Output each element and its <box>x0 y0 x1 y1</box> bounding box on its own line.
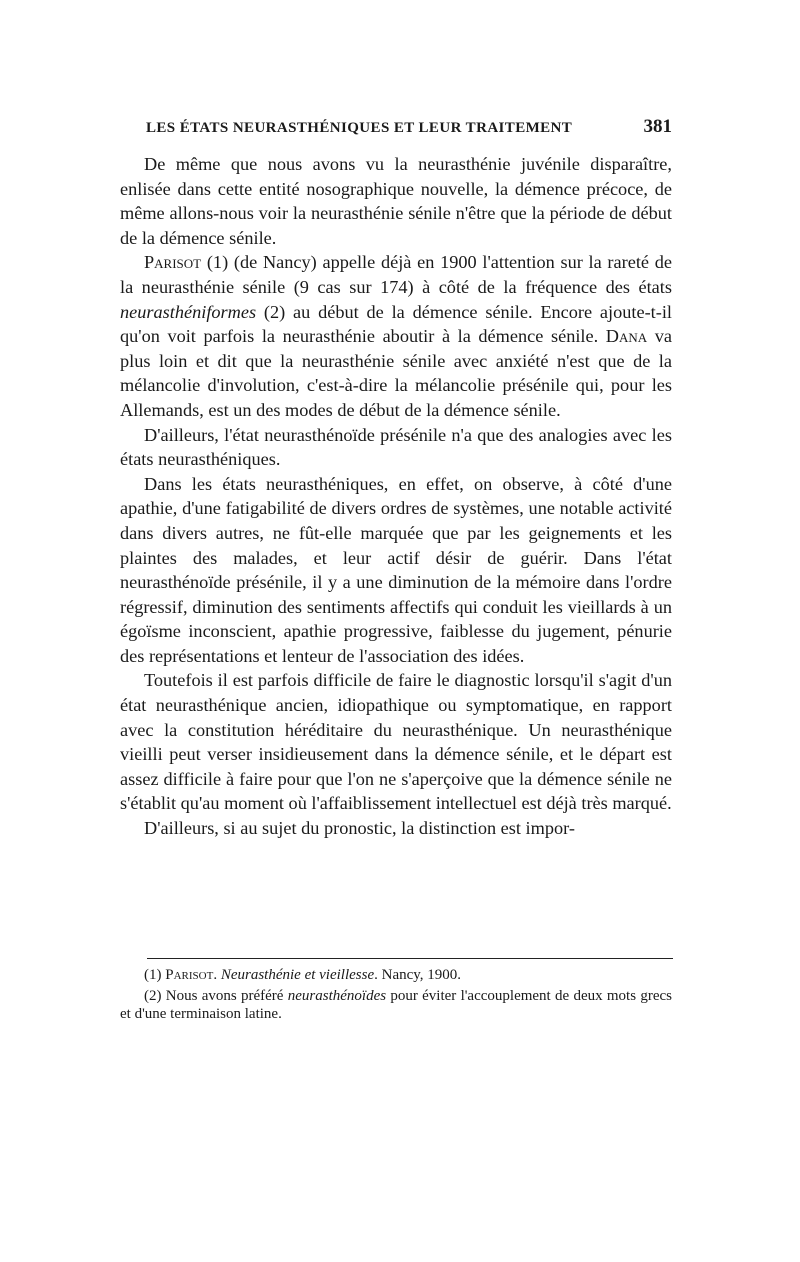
footnote-1-title: Neurasthénie et vieillesse <box>220 967 375 983</box>
footnote-2 <box>120 987 672 1024</box>
footnote-1-author: Parisot <box>165 967 214 983</box>
main-text <box>120 152 672 841</box>
paragraph-6: D'ailleurs, si au sujet du pronostic, la distinction est impor- <box>144 818 575 839</box>
paragraph-5: Toutefois il est parfois difficile de faire le diagnostic lorsqu'il s'agit d'un état neurasthénique ancien, idiopathique ou symptomatique, en rapport avec la constitution héréditaire du neurasthénique. Un neurasthénique vieilli peut verser insidieusement dans la démence sénile, et le départ est assez difficile à faire pour que l'on ne s'aperçoive que la démence sénile ne s'établit qu'au moment où l'affaiblissement intellectuel est déjà très marqué. <box>120 670 672 814</box>
author-dana: Dana <box>605 326 648 347</box>
footnote-2-term: neurasthénoïdes <box>287 987 387 1004</box>
footnote-1-marker: (1) <box>144 967 166 983</box>
footnote-1-sep: . <box>213 967 221 983</box>
footnote-1-rest: . Nancy, 1900. <box>374 967 462 983</box>
paragraph-2 <box>120 250 672 422</box>
paragraph-4: Dans les états neurasthéniques, en effet, on observe, à côté d'une apathie, d'une fatigabilité de divers ordres de systèmes, une notable activité dans divers autres, ne fût-elle marquée que par les geignements et les plaintes des malades, et leur actif désir de guérir. Dans l'état neurasthénoïde présénile, il y a une diminution de la mémoire dans l'ordre régressif, diminution des sentiments affectifs qui conduit les vieillards à un égoïsme inconscient, apathie progressive, faiblesse du jugement, pénurie des représentations et lenteur de l'association des idées. <box>120 473 672 666</box>
author-parisot: Parisot <box>144 252 202 273</box>
paragraph-2-text-a: (1) (de Nancy) appelle déjà en 1900 l'attention sur la rareté de la neurasthénie sénile (9 cas sur 174) à côté de la fréquence des états <box>120 252 672 297</box>
footnote-2-rest: pour éviter l'accouplement de deux mots grecs et d'une terminaison latine. <box>120 987 672 1022</box>
footnote-2-marker: (2) Nous avons préféré <box>144 987 288 1004</box>
paragraph-3: D'ailleurs, l'état neurasthénoïde présénile n'a que des analogies avec les états neurasthéniques. <box>120 424 672 470</box>
footnote-divider <box>147 958 673 959</box>
footnotes <box>120 966 672 1026</box>
paragraph-2-text-c: va plus loin et dit que la neurasthénie sénile avec anxiété n'est que de la mélancolie d'involution, c'est-à-dire la mélancolie présénile qui, pour les Allemands, est un des modes de début de la démence sénile. <box>120 326 672 420</box>
paragraph-2-text-b: (2) au début de la démence sénile. Encore ajoute-t-il qu'on voit parfois la neurasthénie aboutir à la démence sénile. <box>120 301 672 347</box>
running-title: LES ÉTATS NEURASTHÉNIQUES ET LEUR TRAITEMENT <box>146 120 573 136</box>
running-header <box>146 116 672 138</box>
footnote-1 <box>120 966 672 985</box>
italic-term-neurastheniformes: neurasthéniformes <box>120 301 257 322</box>
page-number: 381 <box>643 116 672 137</box>
paragraph-1: De même que nous avons vu la neurasthénie juvénile disparaître, enlisée dans cette entité nosographique nouvelle, la démence précoce, de même allons-nous voir la neurasthénie sénile n'être que la période de début de la démence sénile. <box>120 154 672 248</box>
